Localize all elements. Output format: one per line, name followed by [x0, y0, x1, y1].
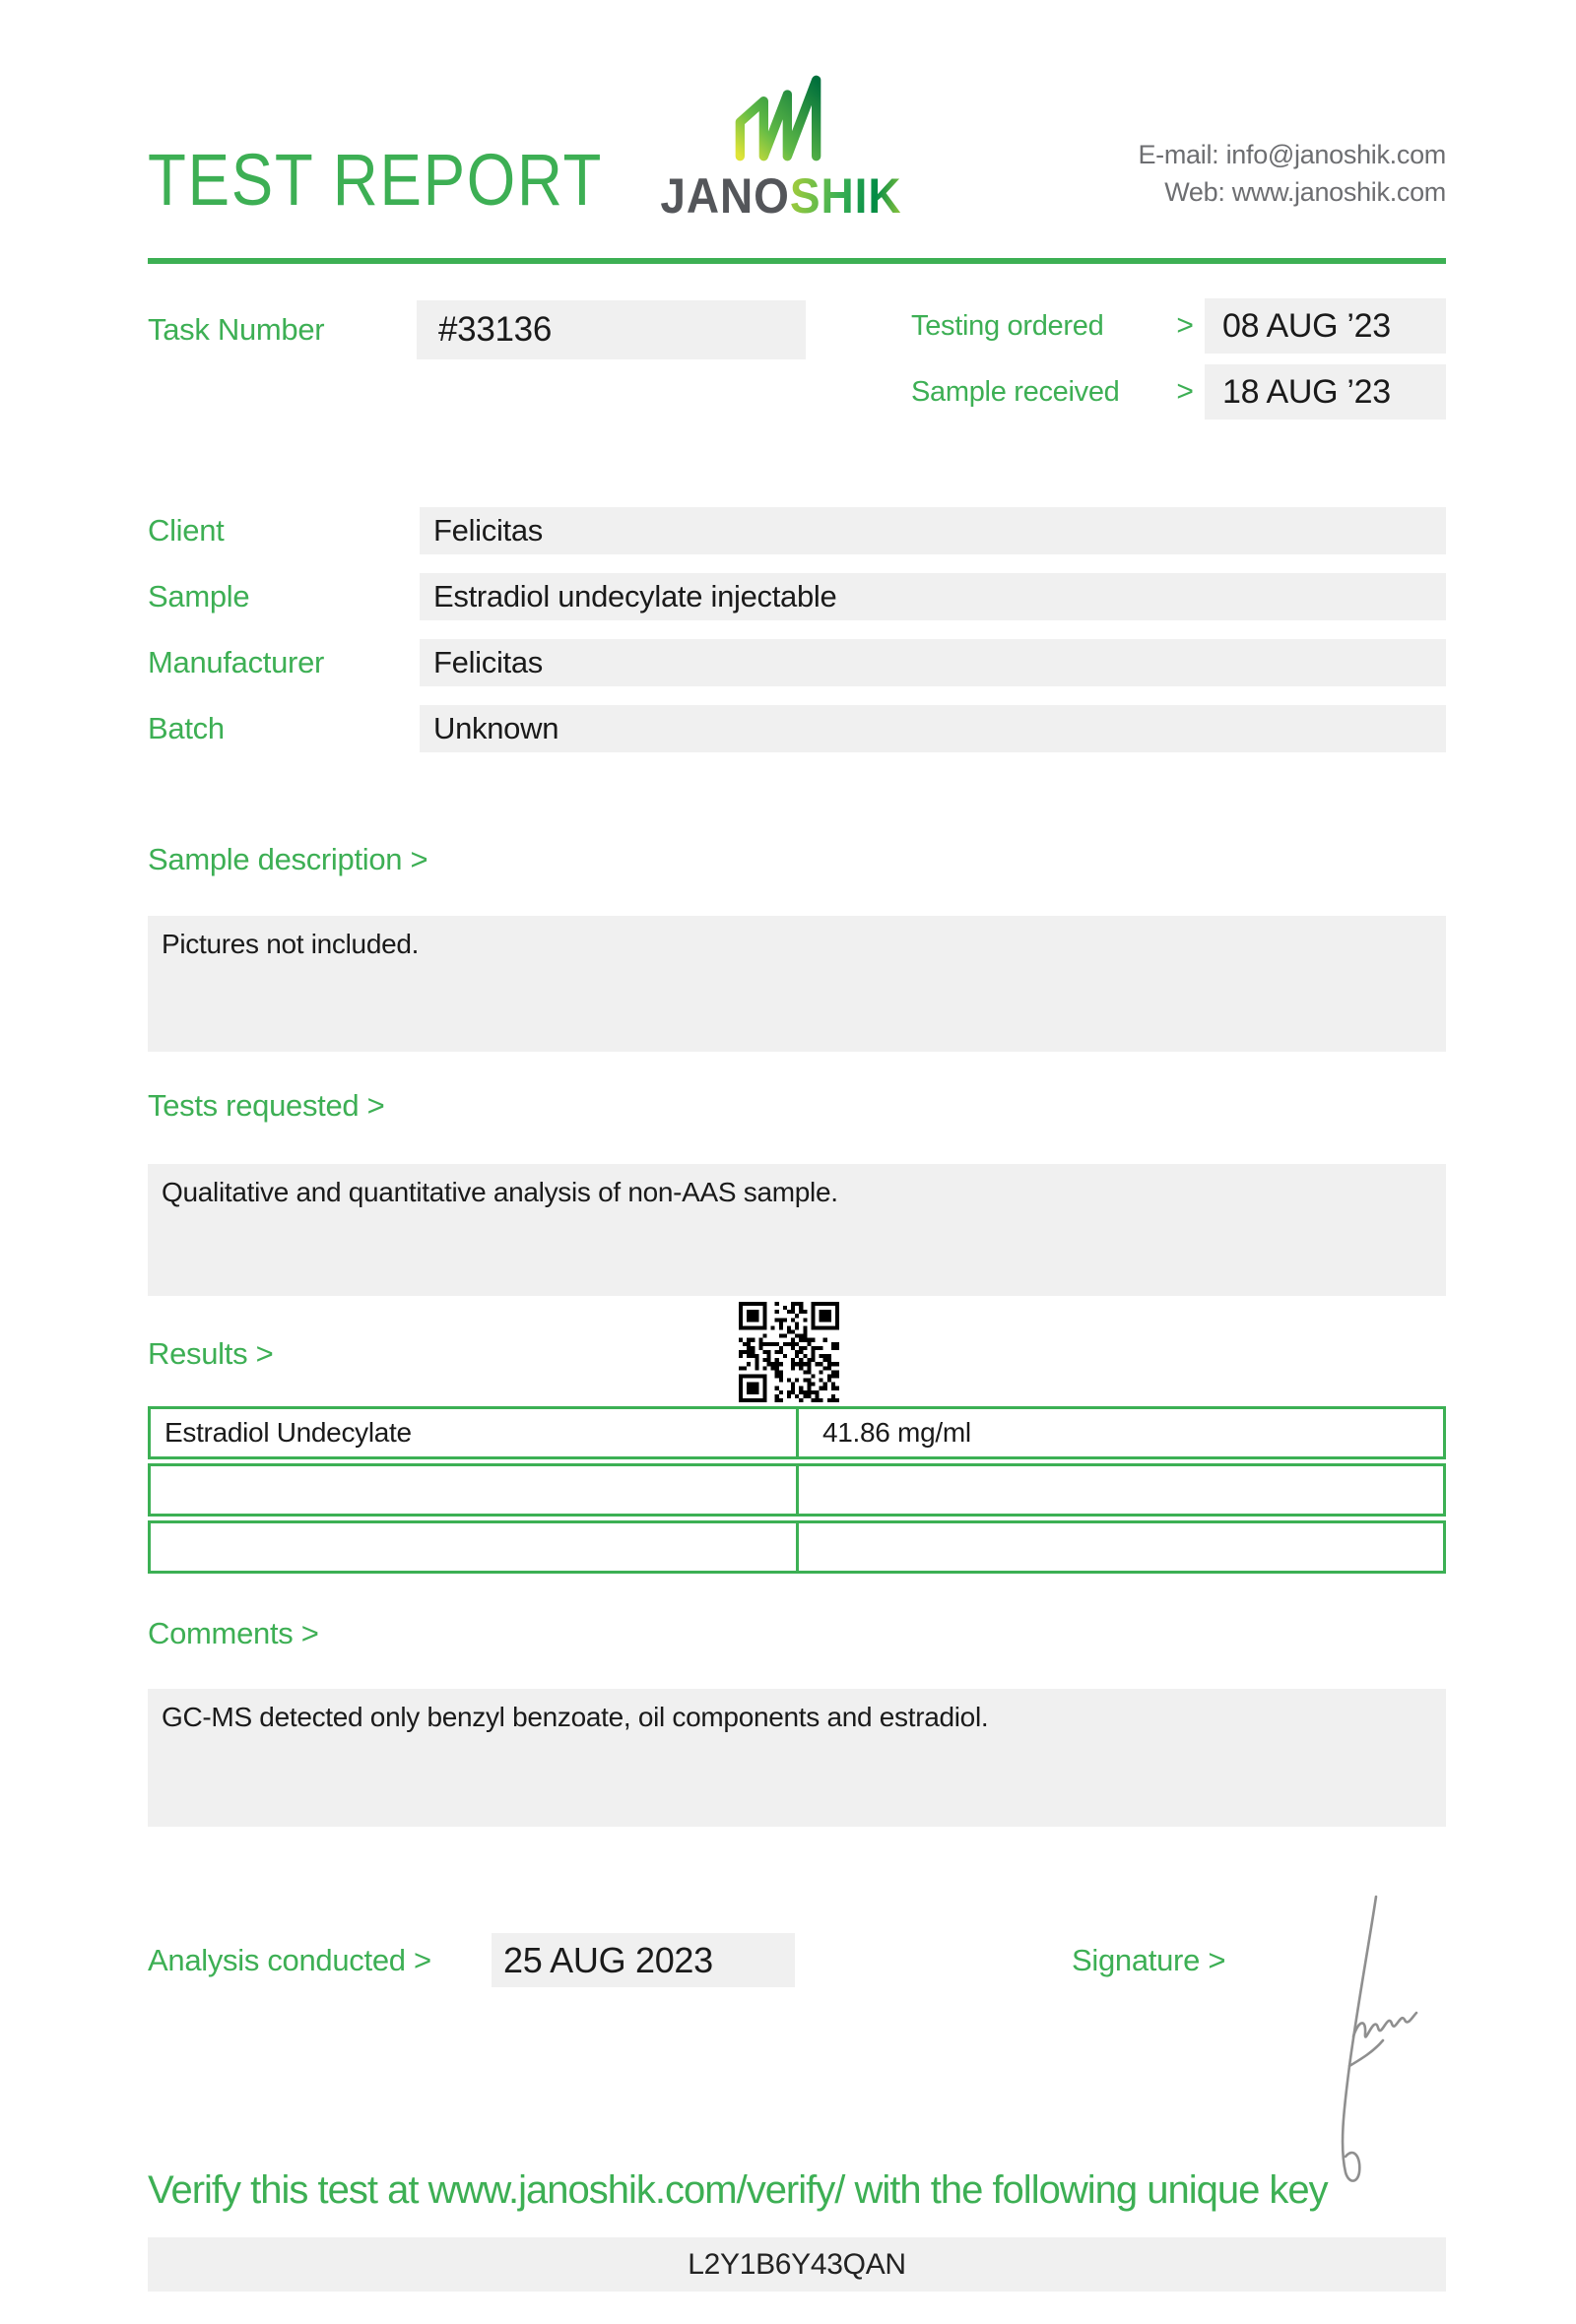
tests-requested-heading: Tests requested > [148, 1088, 385, 1123]
comments-heading: Comments > [148, 1616, 319, 1650]
analysis-conducted-label: Analysis conducted > [148, 1942, 431, 1977]
results-heading: Results > [148, 1336, 274, 1371]
client-label: Client [148, 513, 225, 548]
header-divider [148, 258, 1446, 264]
sample-description-heading: Sample description > [148, 842, 428, 876]
result-value: 41.86 mg/ml [822, 1417, 971, 1448]
analysis-conducted-value: 25 AUG 2023 [492, 1933, 795, 1987]
task-number-label: Task Number [148, 312, 325, 347]
manufacturer-value: Felicitas [420, 639, 1446, 686]
result-row [148, 1520, 1446, 1574]
unique-key: L2Y1B6Y43QAN [148, 2237, 1446, 2292]
result-value [799, 1523, 1443, 1571]
logo-text-green: SHIK [789, 168, 902, 224]
contact-block [1138, 136, 1446, 211]
batch-value: Unknown [420, 705, 1446, 752]
task-number-value: #33136 [417, 300, 806, 359]
arrow-icon: > [1176, 309, 1194, 342]
testing-ordered-value: 08 AUG ’23 [1205, 298, 1446, 354]
task-number-row [148, 300, 806, 359]
verify-instruction: Verify this test at www.janoshik.com/verify/ with the following unique key [148, 2168, 1328, 2212]
result-analyte [151, 1466, 799, 1514]
result-analyte [151, 1523, 799, 1571]
contact-email: E-mail: info@janoshik.com [1138, 140, 1446, 169]
manufacturer-label: Manufacturer [148, 645, 325, 679]
sample-received-row [911, 364, 1446, 420]
arrow-icon: > [1176, 375, 1194, 408]
sample-received-label: Sample received [911, 375, 1120, 408]
dates-block [911, 298, 1446, 430]
manufacturer-row [148, 639, 1446, 686]
testing-ordered-label: Testing ordered [911, 309, 1104, 342]
result-analyte: Estradiol Undecylate [151, 1409, 799, 1456]
results-table [148, 1406, 1446, 1578]
analysis-conducted-row [148, 1933, 795, 1987]
sample-info-block [148, 507, 1446, 771]
sample-received-value: 18 AUG ’23 [1205, 364, 1446, 420]
sample-description-box: Pictures not included. [148, 916, 1446, 1052]
logo-wordmark [660, 167, 902, 225]
client-row [148, 507, 1446, 554]
signature-image [1280, 1889, 1458, 2194]
batch-row [148, 705, 1446, 752]
result-row [148, 1463, 1446, 1517]
sample-row [148, 573, 1446, 620]
logo-text-dark: JANO [660, 168, 790, 224]
sample-label: Sample [148, 579, 250, 613]
comments-box: GC-MS detected only benzyl benzoate, oil components and estradiol. [148, 1689, 1446, 1827]
janoshik-logo [650, 75, 906, 225]
contact-web: Web: www.janoshik.com [1164, 177, 1446, 207]
result-row [148, 1406, 1446, 1459]
client-value: Felicitas [420, 507, 1446, 554]
testing-ordered-row [911, 298, 1446, 354]
tests-requested-box: Qualitative and quantitative analysis of non-AAS sample. [148, 1164, 1446, 1296]
batch-label: Batch [148, 711, 225, 745]
growth-chart-icon [704, 75, 852, 161]
result-value [799, 1466, 1443, 1514]
signature-label: Signature > [1072, 1943, 1226, 1977]
qr-code-icon [739, 1302, 839, 1402]
page-title: TEST REPORT [148, 139, 604, 221]
sample-value: Estradiol undecylate injectable [420, 573, 1446, 620]
